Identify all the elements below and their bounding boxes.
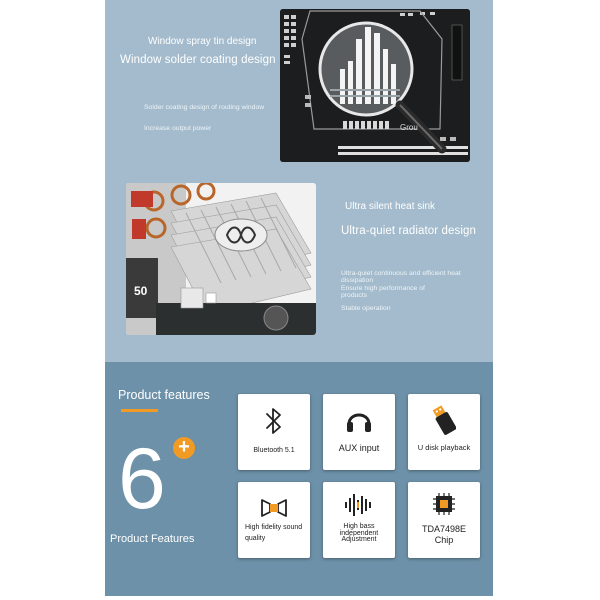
bluetooth-icon — [262, 406, 286, 436]
feature-card-bass — [323, 482, 395, 558]
capacitor-label-text: 50 — [134, 284, 148, 298]
feature-label-line1: High bass independent — [339, 523, 379, 537]
heatsink-detail-3: Stable operation — [341, 305, 391, 312]
feature-card-udisk — [408, 394, 480, 470]
features-title-underline — [121, 409, 158, 412]
feature-card-bluetooth — [238, 394, 310, 470]
feature-card-hifi — [238, 482, 310, 558]
feature-label-line2: quality — [245, 535, 266, 542]
feature-card-aux — [323, 394, 395, 470]
feature-label-line2: Chip — [434, 535, 454, 545]
speaker-icon — [260, 496, 288, 520]
feature-label-line2: Adjustment — [341, 536, 377, 543]
chip-icon — [432, 492, 456, 516]
feature-label-line1: High fidelity sound — [245, 524, 303, 531]
headphones-icon — [345, 406, 373, 434]
features-subtitle: Product Features — [110, 533, 195, 545]
heatsink-heading-large: Ultra-quiet radiator design — [341, 225, 477, 237]
pcb-heading-large: Window solder coating design — [120, 54, 276, 66]
pcb-detail-2: Increase output power — [144, 125, 212, 132]
heatsink-detail-2a: Ensure high performance of — [341, 285, 425, 292]
pcb-heading-small: Window spray tin design — [148, 36, 257, 47]
plus-badge: + — [173, 437, 195, 459]
heatsink-detail-1a: Ultra-quiet continuous and efficient heat — [341, 270, 461, 277]
heatsink-photo — [126, 183, 316, 335]
board-label-text: Grou — [400, 123, 418, 132]
feature-label: U disk playback — [417, 443, 471, 452]
pcb-illustration — [280, 9, 470, 162]
sound-wave-icon — [343, 492, 375, 518]
feature-label: AUX input — [338, 443, 380, 453]
usb-drive-icon — [432, 404, 456, 436]
pcb-detail-1: Solder coating design of routing window — [144, 104, 265, 111]
heatsink-heading-small: Ultra silent heat sink — [345, 201, 436, 212]
heatsink-detail-1b: dissipation — [341, 277, 374, 284]
feature-label: Bluetooth 5.1 — [253, 447, 295, 454]
feature-label-line1: TDA7498E — [421, 524, 467, 534]
features-title: Product features — [118, 388, 210, 402]
heatsink-detail-2b: products — [341, 292, 368, 299]
pcb-photo — [280, 9, 470, 162]
feature-card-chip — [408, 482, 480, 558]
heatsink-illustration — [126, 183, 316, 335]
features-count: 6 — [118, 431, 166, 527]
